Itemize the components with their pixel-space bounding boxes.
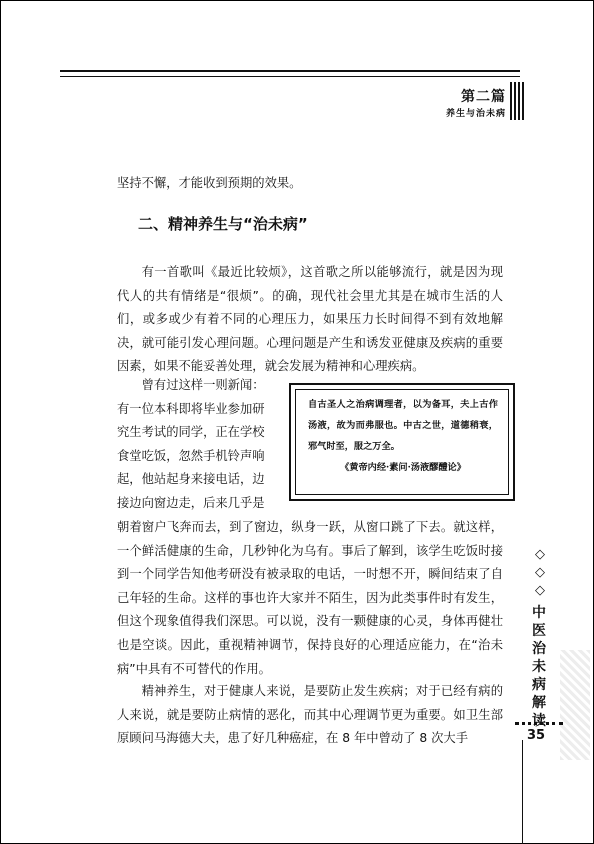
wrapped-line: 有一位本科即将毕业参加研 [117, 401, 265, 416]
page-number: 35 [527, 728, 546, 743]
wrapped-line: 起，他站起身来接电话，边 [117, 472, 265, 487]
paragraph-2-rest: 朝着窗户飞奔而去，到了窗边，纵身一跃，从窗口跳了下去。就这样，一个鲜活健康的生命，几秒钟化为乌有。事后了解到，该学生吃饭时接到一个同学告知他考研没有被录取的电话，一时想不开，瞬间结束了自己年轻的生命。这样的事也许大家并不陌生，因为此类事件时有发生，但这个现象值得我们深思。可以说，没有一颗健康的心灵，身体再健壮也是空谈。因此，重视精神调节，保持良好的心理适应能力，在“治未病”中具有不可替代的作用。 [117, 520, 503, 676]
quote-source: 《黄帝内经·素问·汤液醪醴论》 [340, 462, 466, 473]
paragraph-3: 精神养生，对于健康人来说，是要防止发生疾病；对于已经有病的人来说，就是要防止病情的恶化，而其中心理调节更为重要。如卫生部原顾问马海德大夫，患了好几种癌症，在 8 年中曾动了 8 次大手 [117, 684, 503, 746]
wrapped-line: 接边向窗边走，后来几乎是 [117, 495, 265, 510]
paragraph-1: 有一首歌叫《最近比较烦》，这首歌之所以能够流行，就是因为现代人的共有情绪是“很烦”。的确，现代社会里尤其是在城市生活的人们，或多或少有着不同的心理压力，如果压力长时间得不到有效地解决，就可能引发心理问题。心理问题是产生和诱发亚健康及疾病的重要因素，如果不能妥善处理，就会发展为精神和心理疾病。 [117, 265, 503, 374]
wrapped-line: 曾有过这样一则新闻： [141, 378, 265, 392]
sidebar-dotted-rule [515, 722, 563, 725]
wrapped-line: 食堂吃饭，忽然手机铃声响 [117, 448, 265, 463]
section-heading: 二、精神养生与“治未病” [138, 215, 308, 233]
part-title: 第二篇 [461, 89, 506, 105]
sidebar-vertical-line [522, 740, 523, 844]
wrapped-line: 究生考试的同学，正在学校 [117, 425, 265, 440]
header-rule-thin [60, 76, 520, 77]
header-rule [60, 70, 520, 72]
part-subtitle: 养生与治未病 [445, 109, 506, 119]
diamond-ornament-icon: ◇ ◇ ◇ [535, 547, 545, 598]
quote-inner [295, 389, 509, 495]
continuation-paragraph: 坚持不懈，才能收到预期的效果。 [117, 176, 302, 190]
header-bars-ornament [510, 82, 524, 120]
quote-text: 自古圣人之治病调理者，以为备耳，夫上古作汤液，故为而弗服也。中古之世，道德稍衰，邪气时至，服之万全。 [308, 399, 498, 452]
quote-box [289, 383, 515, 501]
watermark-stripe [560, 650, 590, 760]
wrapped-paragraph-lines [117, 374, 283, 516]
sidebar-vertical-title: 中医治未病解读 [532, 605, 546, 729]
